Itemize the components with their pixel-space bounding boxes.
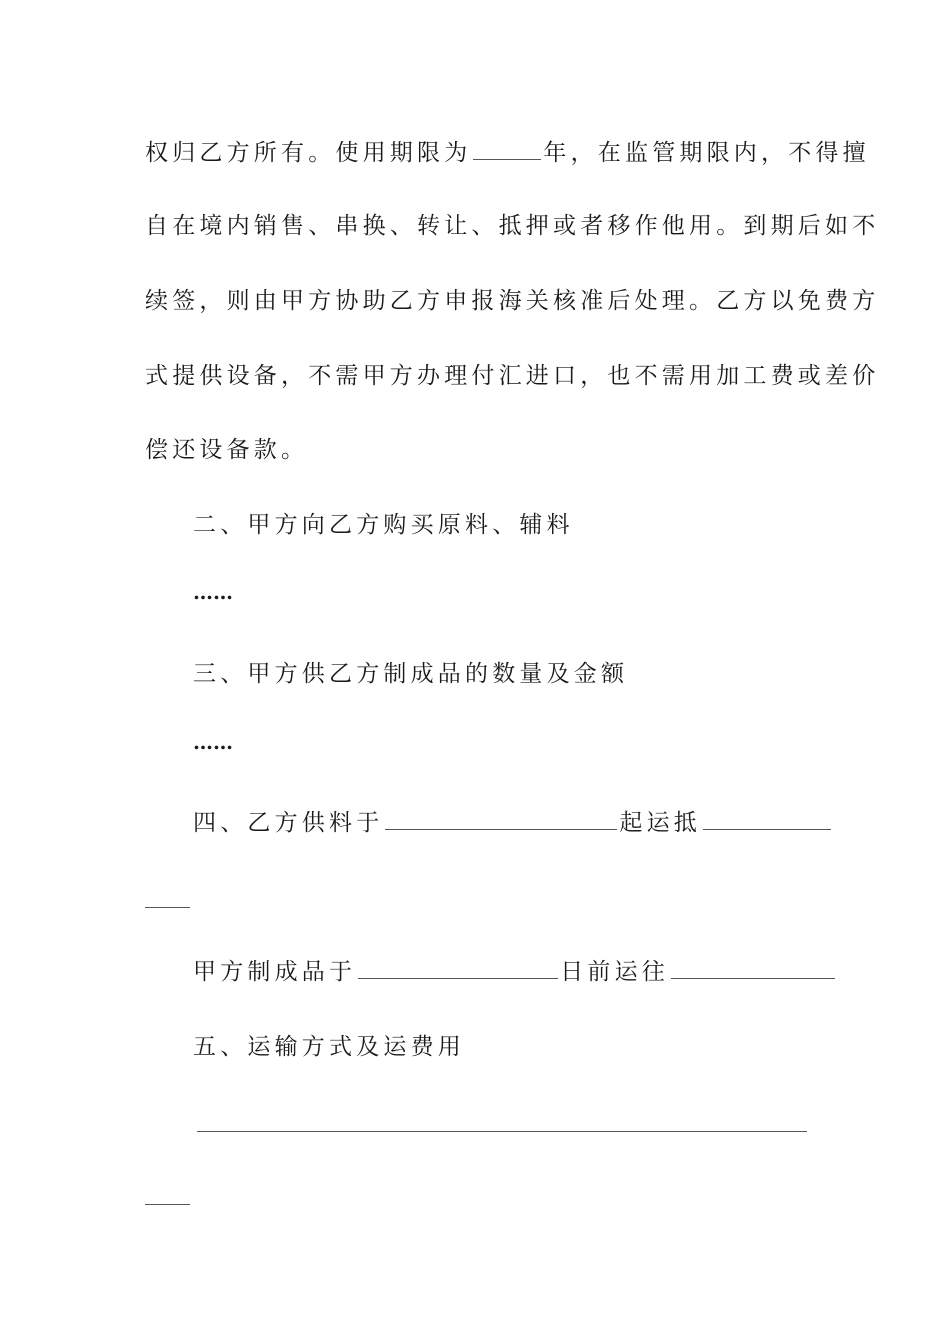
- fill-blank-origin: [385, 809, 617, 830]
- paragraph-line-4: 式提供设备，不需甲方办理付汇进口，也不需用加工费或差价: [145, 363, 880, 389]
- ellipsis-3: ……: [193, 730, 233, 754]
- text-segment: 日前运往: [560, 959, 670, 985]
- fill-blank-destination: [703, 809, 831, 830]
- fill-blank-date: [358, 958, 558, 979]
- section-4-line-1: [193, 808, 833, 838]
- text-segment: 四、乙方供料于: [193, 810, 384, 836]
- paragraph-line-5: 偿还设备款。: [145, 437, 309, 463]
- fill-blank-continuation: [145, 907, 190, 908]
- section-heading-5: 五、运输方式及运费用: [193, 1034, 465, 1060]
- fill-blank-continuation: [145, 1204, 190, 1205]
- text-segment: 起运抵: [619, 810, 702, 836]
- section-heading-2: 二、甲方向乙方购买原料、辅料: [193, 512, 574, 538]
- section-4-line-2: [193, 957, 837, 987]
- paragraph-line-3: 续签，则由甲方协助乙方申报海关核准后处理。乙方以免费方: [145, 288, 880, 314]
- text-segment: 年，在监管期限内，不得擅: [543, 140, 870, 166]
- fill-blank-transport: [197, 1131, 807, 1132]
- fill-blank-ship-to: [671, 958, 835, 979]
- paragraph-line-2: 自在境内销售、串换、转让、抵押或者移作他用。到期后如不: [145, 213, 880, 239]
- text-segment: 权归乙方所有。使用期限为: [145, 140, 472, 166]
- paragraph-line-1: [145, 138, 870, 168]
- ellipsis-2: ……: [193, 580, 233, 604]
- section-heading-3: 三、甲方供乙方制成品的数量及金额: [193, 661, 629, 687]
- fill-blank-period: [473, 139, 541, 160]
- text-segment: 甲方制成品于: [193, 959, 357, 985]
